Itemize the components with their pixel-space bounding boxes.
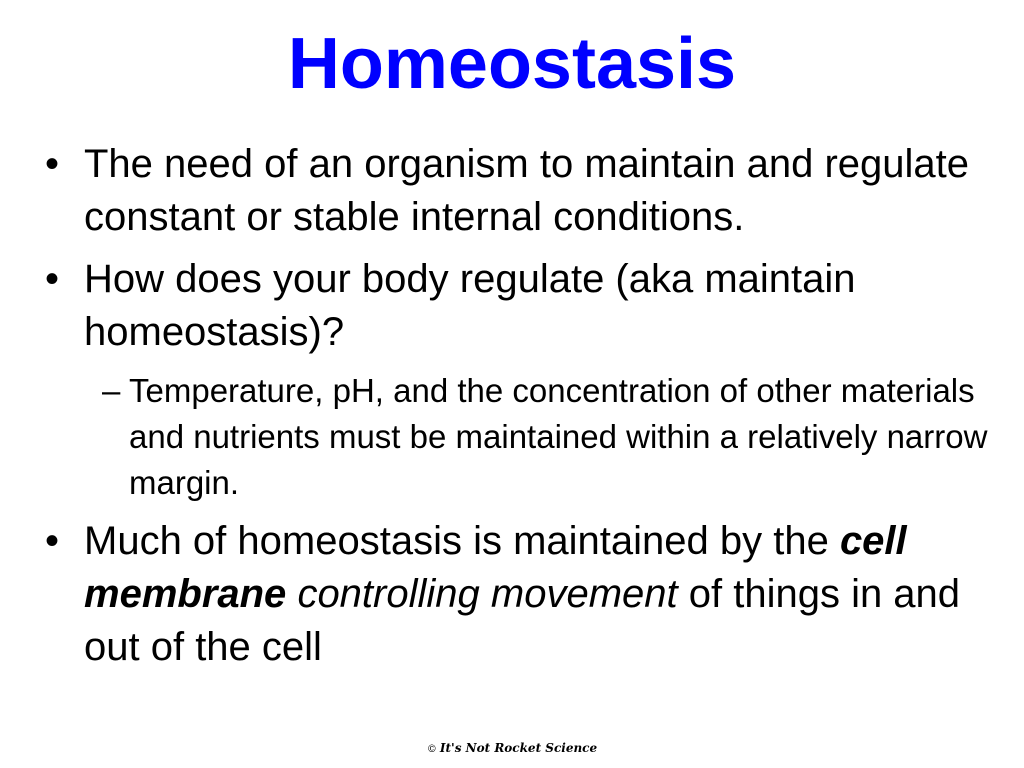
sub-bullet-item	[102, 368, 1005, 506]
copyright-symbol: ©	[426, 744, 437, 755]
bullet-marker: •	[45, 257, 60, 301]
footer-credit	[0, 740, 1024, 758]
bullet-item	[45, 253, 1005, 359]
bullet-text-part: of things in and out of the cell	[84, 572, 961, 669]
slide-title: Homeostasis	[287, 24, 737, 104]
sub-bullet-marker: –	[102, 372, 121, 409]
bullet-text-space	[286, 572, 297, 616]
bullet-item	[45, 138, 1005, 244]
bullet-text-part: Much of homeostasis is maintained by the	[84, 519, 840, 563]
bullet-text: The need of an organism to maintain and regulate constant or stable internal conditions.	[84, 142, 970, 239]
bullet-marker: •	[45, 142, 60, 186]
bullet-list	[45, 138, 1005, 683]
emphasis-cell-membrane: cell membrane	[84, 519, 907, 616]
bullet-text: How does your body regulate (aka maintain homeostasis)?	[84, 257, 856, 354]
emphasis-controlling-movement: controlling movement	[297, 572, 678, 616]
bullet-marker: •	[45, 519, 60, 563]
footer-text: It's Not Rocket Science	[439, 741, 598, 755]
bullet-item	[45, 515, 1005, 674]
sub-bullet-text: Temperature, pH, and the concentration of other materials and nutrients must be maintained within a relatively narrow margin.	[129, 372, 988, 501]
